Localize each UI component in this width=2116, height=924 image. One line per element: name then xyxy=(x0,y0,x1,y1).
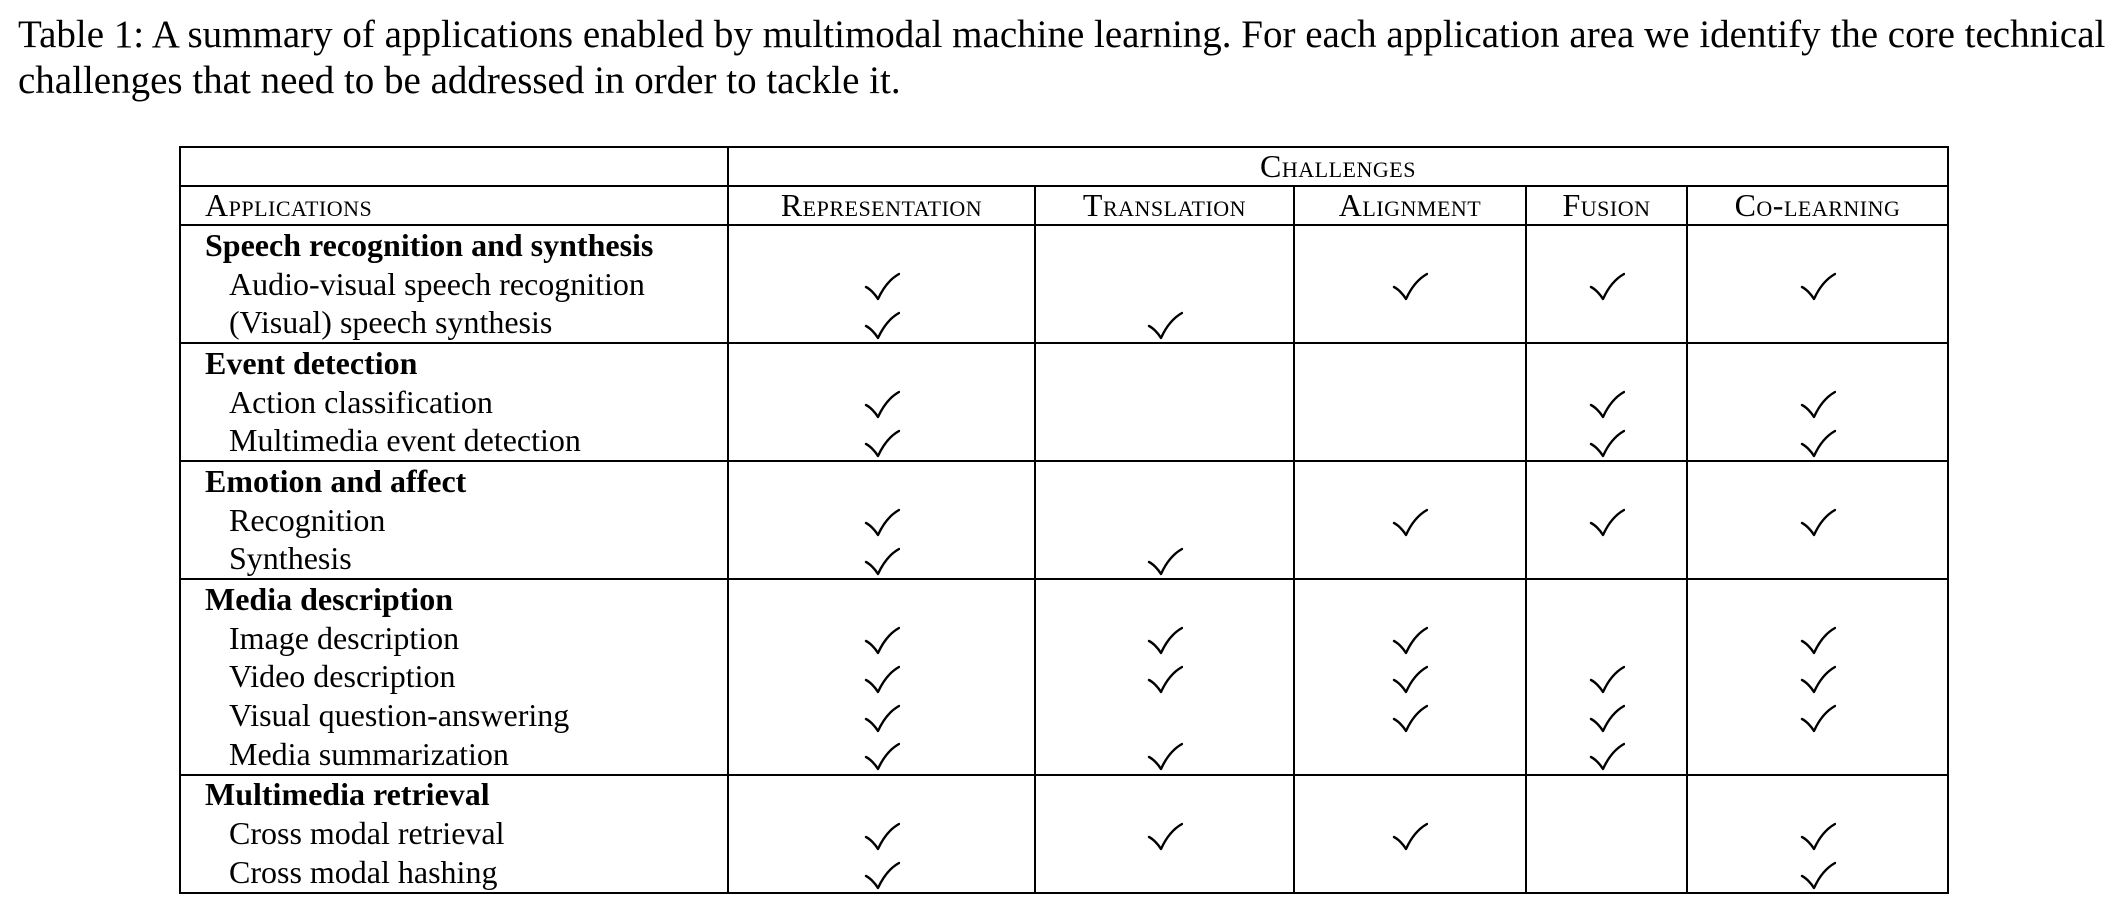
empty-cell xyxy=(1687,775,1948,815)
category-label: Event detection xyxy=(180,343,728,383)
category-label: Multimedia retrieval xyxy=(180,775,728,815)
table-row xyxy=(180,696,1948,735)
check-cell xyxy=(1294,696,1526,735)
checkmark-icon xyxy=(1800,815,1836,851)
empty-cell xyxy=(1687,461,1948,501)
empty-cell xyxy=(1526,461,1687,501)
empty-cell xyxy=(1294,853,1526,893)
category-row xyxy=(180,579,1948,619)
empty-cell xyxy=(1294,775,1526,815)
application-label: Action classification xyxy=(180,383,728,422)
check-cell xyxy=(1294,619,1526,658)
checkmark-icon xyxy=(864,502,900,538)
category-row xyxy=(180,343,1948,383)
check-cell xyxy=(1526,735,1687,775)
checkmark-icon xyxy=(1147,540,1183,576)
empty-cell xyxy=(1035,461,1294,501)
checkmark-icon xyxy=(1589,736,1625,772)
empty-cell xyxy=(1035,853,1294,893)
checkmark-icon xyxy=(1800,620,1836,656)
check-cell xyxy=(1526,696,1687,735)
check-cell xyxy=(1687,619,1948,658)
empty-cell xyxy=(1526,225,1687,265)
category-label: Media description xyxy=(180,579,728,619)
check-cell xyxy=(728,658,1035,697)
table-row xyxy=(180,814,1948,853)
application-label: Media summarization xyxy=(180,735,728,775)
application-label: Visual question-answering xyxy=(180,696,728,735)
checkmark-icon xyxy=(1147,658,1183,694)
application-label: Multimedia event detection xyxy=(180,421,728,461)
check-cell xyxy=(1294,501,1526,540)
empty-cell xyxy=(1035,225,1294,265)
check-cell xyxy=(728,696,1035,735)
application-label: Video description xyxy=(180,658,728,697)
table-caption: Table 1: A summary of applications enabled by multimodal machine learning. For each application area we identify the core technical challenges that need to be addressed in order to tackle it. xyxy=(18,13,2106,102)
checkmark-icon xyxy=(864,697,900,733)
checkmark-icon xyxy=(1392,620,1428,656)
checkmark-icon xyxy=(1589,502,1625,538)
empty-cell xyxy=(1035,696,1294,735)
column-header-fusion: Fusion xyxy=(1526,186,1687,225)
checkmark-icon xyxy=(864,540,900,576)
checkmark-icon xyxy=(864,422,900,458)
empty-cell xyxy=(1035,383,1294,422)
table-row xyxy=(180,619,1948,658)
check-cell xyxy=(1526,383,1687,422)
checkmark-icon xyxy=(1800,658,1836,694)
check-cell xyxy=(1035,540,1294,580)
applications-header: Applications xyxy=(180,186,728,225)
empty-cell xyxy=(1294,461,1526,501)
application-label: Cross modal hashing xyxy=(180,853,728,893)
column-header-representation: Representation xyxy=(728,186,1035,225)
empty-cell xyxy=(1687,303,1948,343)
empty-cell xyxy=(1687,540,1948,580)
empty-cell xyxy=(1294,579,1526,619)
check-cell xyxy=(1687,814,1948,853)
checkmark-icon xyxy=(1800,502,1836,538)
application-label: Synthesis xyxy=(180,540,728,580)
empty-cell xyxy=(1294,421,1526,461)
check-cell xyxy=(1526,265,1687,304)
empty-cell xyxy=(1294,303,1526,343)
checkmark-icon xyxy=(864,658,900,694)
check-cell xyxy=(1687,501,1948,540)
application-label: Image description xyxy=(180,619,728,658)
empty-cell xyxy=(1294,343,1526,383)
checkmark-icon xyxy=(864,620,900,656)
empty-cell xyxy=(1526,343,1687,383)
check-cell xyxy=(728,501,1035,540)
table-row xyxy=(180,265,1948,304)
checkmark-icon xyxy=(1392,658,1428,694)
empty-cell xyxy=(1526,775,1687,815)
check-cell xyxy=(1526,501,1687,540)
column-header-co-learning: Co-learning xyxy=(1687,186,1948,225)
checkmark-icon xyxy=(1800,384,1836,420)
empty-cell xyxy=(1035,775,1294,815)
checkmark-icon xyxy=(1800,422,1836,458)
table-row xyxy=(180,853,1948,893)
check-cell xyxy=(728,265,1035,304)
checkmark-icon xyxy=(864,854,900,890)
header-empty-cell xyxy=(180,147,728,186)
checkmark-icon xyxy=(1800,697,1836,733)
empty-cell xyxy=(1526,853,1687,893)
empty-cell xyxy=(1687,225,1948,265)
checkmark-icon xyxy=(864,304,900,340)
check-cell xyxy=(1035,303,1294,343)
application-label: Recognition xyxy=(180,501,728,540)
table-row xyxy=(180,501,1948,540)
check-cell xyxy=(1294,265,1526,304)
application-label: Cross modal retrieval xyxy=(180,814,728,853)
table-row xyxy=(180,658,1948,697)
check-cell xyxy=(1035,619,1294,658)
empty-cell xyxy=(1035,421,1294,461)
category-label: Emotion and affect xyxy=(180,461,728,501)
challenges-header: Challenges xyxy=(728,147,1948,186)
empty-cell xyxy=(1294,735,1526,775)
empty-cell xyxy=(1526,540,1687,580)
application-label: Audio-visual speech recognition xyxy=(180,265,728,304)
empty-cell xyxy=(1035,579,1294,619)
empty-cell xyxy=(728,461,1035,501)
check-cell xyxy=(1687,265,1948,304)
checkmark-icon xyxy=(1147,815,1183,851)
check-cell xyxy=(1035,735,1294,775)
check-cell xyxy=(728,303,1035,343)
empty-cell xyxy=(1035,343,1294,383)
checkmark-icon xyxy=(1147,620,1183,656)
header-row-top xyxy=(180,147,1948,186)
empty-cell xyxy=(1035,501,1294,540)
checkmark-icon xyxy=(1147,304,1183,340)
empty-cell xyxy=(1687,735,1948,775)
checkmark-icon xyxy=(1589,266,1625,302)
check-cell xyxy=(1687,658,1948,697)
check-cell xyxy=(728,619,1035,658)
checkmark-icon xyxy=(1800,266,1836,302)
empty-cell xyxy=(1687,579,1948,619)
table-row xyxy=(180,303,1948,343)
empty-cell xyxy=(728,579,1035,619)
checkmark-icon xyxy=(1147,736,1183,772)
check-cell xyxy=(1035,658,1294,697)
checkmark-icon xyxy=(1392,502,1428,538)
empty-cell xyxy=(728,343,1035,383)
check-cell xyxy=(1687,853,1948,893)
check-cell xyxy=(728,540,1035,580)
check-cell xyxy=(728,814,1035,853)
checkmark-icon xyxy=(1392,815,1428,851)
table-row xyxy=(180,383,1948,422)
table-row xyxy=(180,540,1948,580)
category-row xyxy=(180,775,1948,815)
empty-cell xyxy=(1526,619,1687,658)
check-cell xyxy=(728,735,1035,775)
empty-cell xyxy=(1294,225,1526,265)
check-cell xyxy=(728,383,1035,422)
empty-cell xyxy=(728,775,1035,815)
checkmark-icon xyxy=(864,384,900,420)
applications-table xyxy=(179,146,1949,894)
empty-cell xyxy=(1294,383,1526,422)
column-header-translation: Translation xyxy=(1035,186,1294,225)
check-cell xyxy=(1035,814,1294,853)
check-cell xyxy=(1526,421,1687,461)
checkmark-icon xyxy=(1589,658,1625,694)
checkmark-icon xyxy=(1392,266,1428,302)
empty-cell xyxy=(728,225,1035,265)
check-cell xyxy=(1687,696,1948,735)
checkmark-icon xyxy=(1589,384,1625,420)
table-row xyxy=(180,421,1948,461)
category-label: Speech recognition and synthesis xyxy=(180,225,728,265)
checkmark-icon xyxy=(1392,697,1428,733)
checkmark-icon xyxy=(1589,422,1625,458)
category-row xyxy=(180,225,1948,265)
table-row xyxy=(180,735,1948,775)
empty-cell xyxy=(1687,343,1948,383)
check-cell xyxy=(1294,814,1526,853)
check-cell xyxy=(1294,658,1526,697)
checkmark-icon xyxy=(864,266,900,302)
column-header-alignment: Alignment xyxy=(1294,186,1526,225)
check-cell xyxy=(728,853,1035,893)
check-cell xyxy=(1687,383,1948,422)
application-label: (Visual) speech synthesis xyxy=(180,303,728,343)
checkmark-icon xyxy=(864,736,900,772)
empty-cell xyxy=(1526,579,1687,619)
checkmark-icon xyxy=(1589,697,1625,733)
category-row xyxy=(180,461,1948,501)
empty-cell xyxy=(1294,540,1526,580)
check-cell xyxy=(1687,421,1948,461)
header-row-columns xyxy=(180,186,1948,225)
empty-cell xyxy=(1526,814,1687,853)
check-cell xyxy=(728,421,1035,461)
checkmark-icon xyxy=(1800,854,1836,890)
empty-cell xyxy=(1526,303,1687,343)
check-cell xyxy=(1526,658,1687,697)
empty-cell xyxy=(1035,265,1294,304)
checkmark-icon xyxy=(864,815,900,851)
